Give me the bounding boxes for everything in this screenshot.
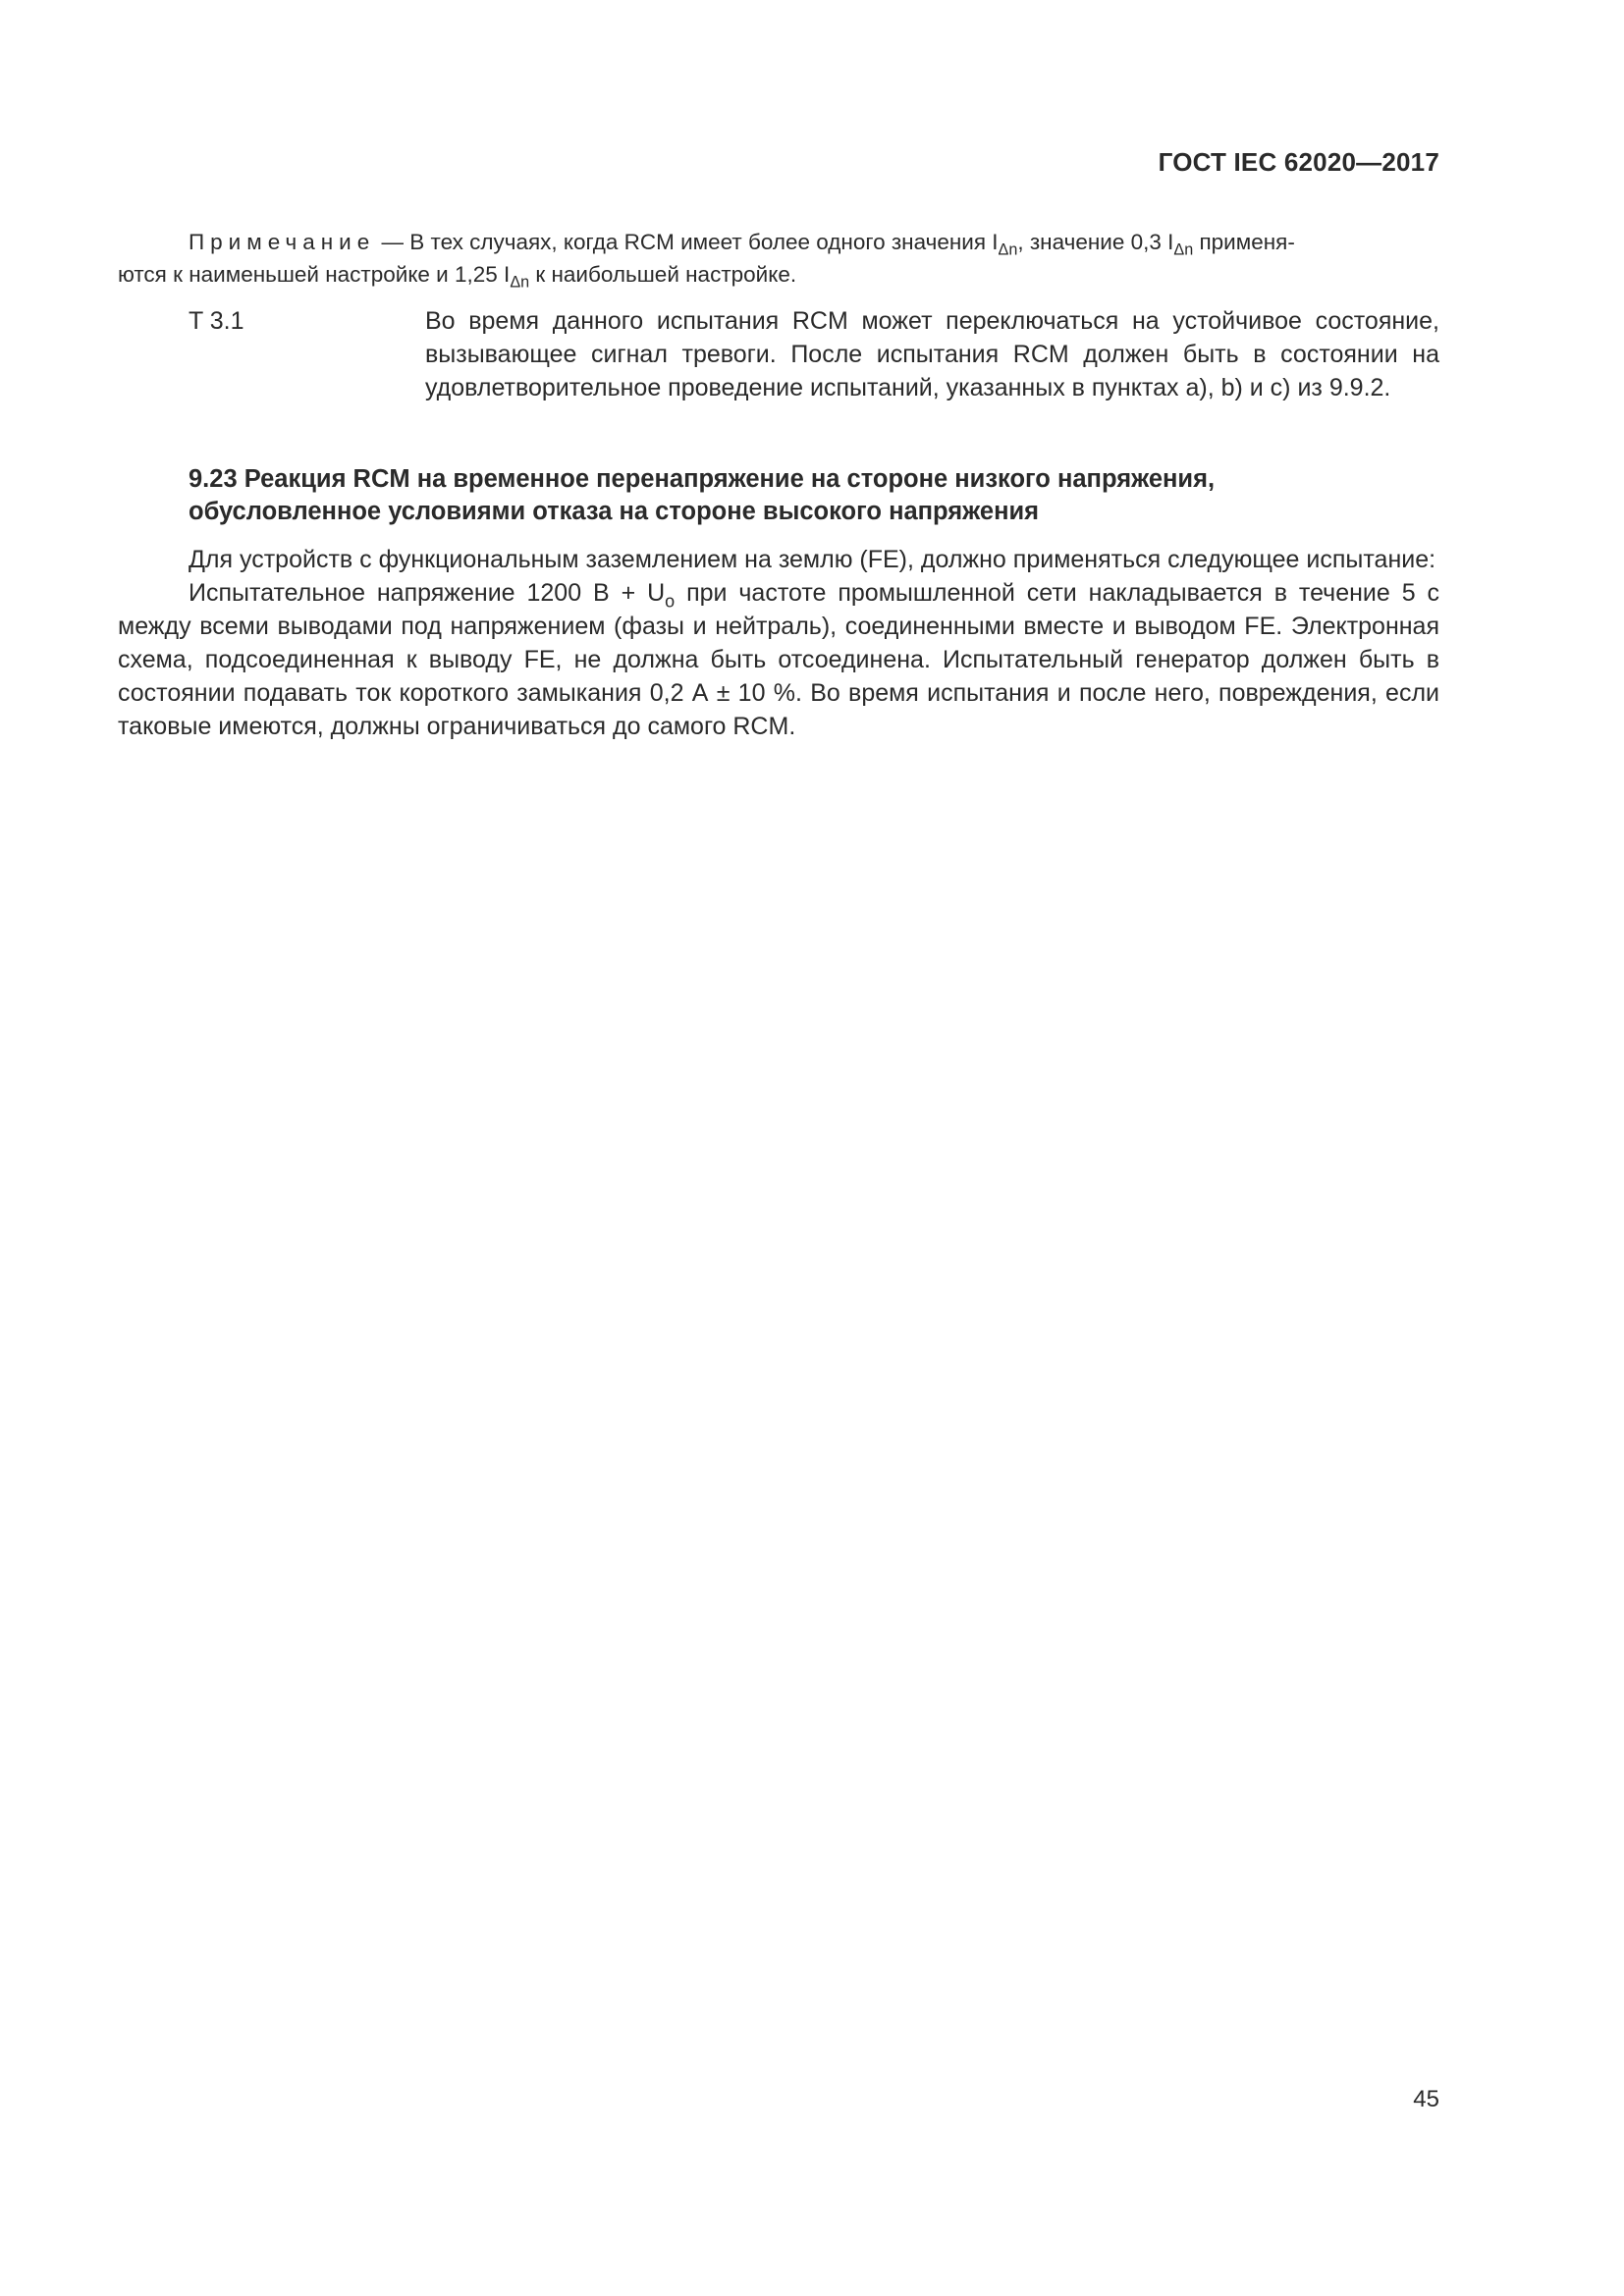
section-title-line-2: обусловленное условиями отказа на стороне высокого напряжения xyxy=(189,498,1040,525)
document-header: ГОСТ IEC 62020—2017 xyxy=(1158,147,1439,177)
body-paragraph-2 xyxy=(118,576,1439,743)
body-paragraph-1: Для устройств с функциональным заземлением на землю (FE), должно применяться следующее испытание: xyxy=(189,546,1436,573)
note-text-5: к наибольшей настройке. xyxy=(529,262,797,287)
section-body xyxy=(118,543,1439,743)
note-label: Примечание xyxy=(189,230,376,254)
note-subscript-2: Δn xyxy=(1173,240,1194,259)
test-text: Во время данного испытания RCM может переключаться на устойчивое состояние, вызывающее сигнал тревоги. После испытания RCM должен быть в состоянии на удовлетворительное проведение испытаний, указанных в пунктах a), b) и c) из 9.9.2. xyxy=(425,307,1439,401)
note-text-2: , значение 0,3 I xyxy=(1017,230,1174,254)
body-paragraph-2-text-2: при частоте промышленной сети накладывается в течение 5 с между всеми выводами под напряжением (фазы и нейтраль), соединенными вместе и выводом FE. Электронная схема, подсоединенная к выводу FE, не должна быть отсоединена. Испытательный генератор должен быть в состоянии подавать ток короткого замыкания 0,2 А ± 10 %. Во время испытания и после него, повреждения, если таковые имеются, должны ограничиваться до самого RCM. xyxy=(118,579,1440,740)
note-subscript-1: Δn xyxy=(998,240,1018,259)
body-paragraph-2-subscript: o xyxy=(665,591,676,612)
test-block xyxy=(189,304,1439,404)
section-title xyxy=(189,463,1439,528)
note-line-2 xyxy=(118,258,1439,291)
body-paragraph-2-text-1: Испытательное напряжение 1200 В + U xyxy=(189,579,666,607)
note-text-4: ются к наименьшей настройке и 1,25 I xyxy=(118,262,511,287)
note-text-1: В тех случаях, когда RCM имеет более одного значения I xyxy=(409,230,999,254)
note-text-3: применя- xyxy=(1193,230,1295,254)
section-title-line-1: 9.23 Реакция RCM на временное перенапряжение на стороне низкого напряжения, xyxy=(189,465,1216,493)
note-line-1 xyxy=(118,226,1439,258)
note-block xyxy=(118,226,1439,291)
note-dash: — xyxy=(381,230,404,254)
note-subscript-3: Δn xyxy=(510,273,530,292)
test-id: T 3.1 xyxy=(189,307,244,335)
page-number: 45 xyxy=(1413,2086,1439,2112)
